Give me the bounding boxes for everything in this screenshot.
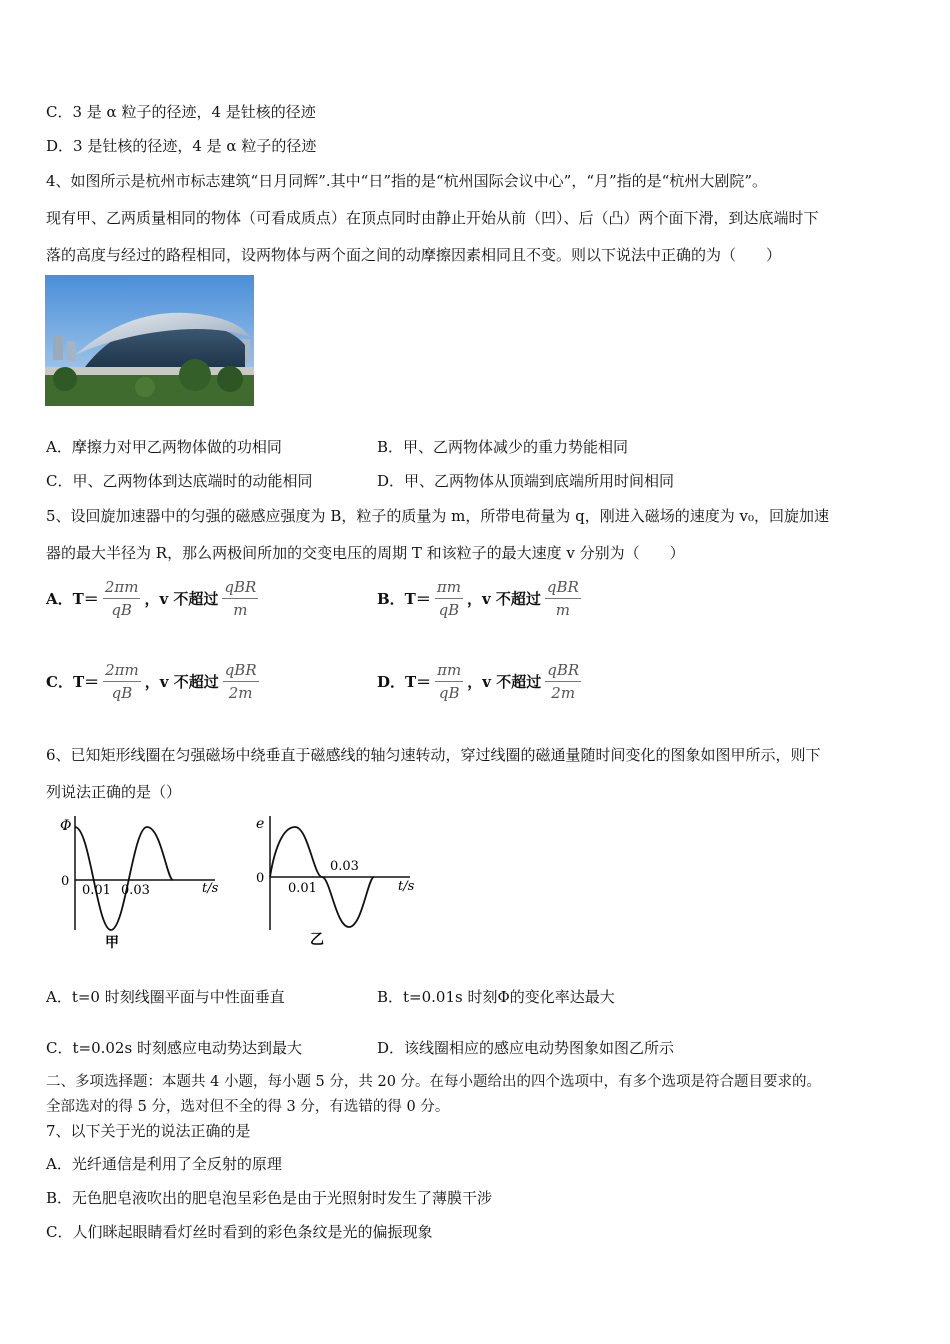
fraction-numerator: qBR [545,578,581,599]
fraction-numerator: πm [435,661,463,682]
q4-option-c: C．甲、乙两物体到达底端时的动能相同 [46,472,313,490]
q3-option-d: D．3 是钍核的径迹，4 是 α 粒子的径迹 [46,137,317,155]
flux-graph-jia [55,812,225,952]
velocity-fraction [223,661,259,702]
section2-heading-line1: 二、多项选择题：本题共 4 小题，每小题 5 分，共 20 分。在每小题给出的四个选项中，有多个选项是符合题目要求的。 [46,1074,822,1090]
q5-option-b [377,578,585,619]
tick-label-0-03: 0.03 [330,859,359,874]
origin-label: 0 [61,874,70,889]
fraction-denominator: qB [111,601,132,619]
fraction-denominator: qB [111,684,133,702]
fraction-denominator: 2m [228,684,253,702]
section2-heading-line2: 全部选对的得 5 分，选对但不全的得 3 分，有选错的得 0 分。 [46,1099,450,1115]
period-fraction [103,578,141,619]
q7-option-c: C．人们眯起眼睛看灯丝时看到的彩色条纹是光的偏振现象 [46,1223,433,1241]
q4-option-b: B．甲、乙两物体减少的重力势能相同 [377,438,629,456]
fraction-denominator: m [233,601,248,619]
fraction-numerator: qBR [545,661,581,682]
q5-option-c [46,661,263,702]
fraction-numerator: 2πm [103,661,141,682]
velocity-fraction [545,661,581,702]
q5-option-b-label: B．T＝ [377,590,431,608]
q5-option-a-label: A．T＝ [46,590,99,608]
period-fraction [435,661,463,702]
q6-option-b: B．t=0.01s 时刻Φ的变化率达最大 [377,988,615,1006]
fraction-denominator: 2m [551,684,576,702]
tick-label-0-01: 0.01 [288,881,317,896]
q5-option-b-mid: ，v 不超过 [466,590,541,608]
flux-curve [75,827,173,930]
q7-stem: 7、以下关于光的说法正确的是 [46,1122,251,1140]
q7-option-a: A．光纤通信是利用了全反射的原理 [46,1155,282,1173]
q4-option-a: A．摩擦力对甲乙两物体做的功相同 [46,438,282,456]
x-axis-label: t/s [202,881,219,896]
x-axis-label: t/s [398,879,415,894]
fraction-denominator: qB [438,601,460,619]
period-fraction [103,661,141,702]
fraction-numerator: qBR [222,578,258,599]
q4-building-photo [45,275,254,406]
q5-option-a [46,578,262,619]
graph-caption: 甲 [105,935,119,951]
velocity-fraction [545,578,581,619]
q5-option-a-mid: ，v 不超过 [144,590,219,608]
q5-option-d [377,661,585,702]
q5-option-c-label: C．T＝ [46,673,100,691]
velocity-fraction [222,578,258,619]
stadium-photo-illustration [45,275,254,406]
q6-option-a: A．t=0 时刻线圈平面与中性面垂直 [46,988,285,1006]
fraction-denominator: qB [438,684,460,702]
q4-stem-line1: 4、如图所示是杭州市标志建筑“日月同辉”.其中“日”指的是“杭州国际会议中心”，“月”指的是“杭州大剧院”。 [46,172,768,190]
fraction-numerator: πm [435,578,463,599]
fraction-denominator: m [555,601,570,619]
q4-stem-line2: 现有甲、乙两质量相同的物体（可看成质点）在顶点同时由静止开始从前（凹）、后（凸）两个面下滑，到达底端时下 [46,209,819,227]
emf-graph-yi [250,812,425,952]
y-axis-label: e [256,816,265,832]
fraction-numerator: qBR [223,661,259,682]
tick-label-0-03: 0.03 [121,883,150,898]
tick-label-0-01: 0.01 [82,883,111,898]
graph-caption: 乙 [310,932,324,948]
q5-stem-line2: 器的最大半径为 R，那么两极间所加的交变电压的周期 T 和该粒子的最大速度 v 分别为（ ） [46,544,685,562]
period-fraction [435,578,463,619]
q6-option-c: C．t=0.02s 时刻感应电动势达到最大 [46,1039,302,1057]
q5-option-c-mid: ，v 不超过 [144,673,219,691]
q4-option-d: D．甲、乙两物体从顶端到底端所用时间相同 [377,472,675,490]
q5-stem-line1: 5、设回旋加速器中的匀强的磁感应强度为 B，粒子的质量为 m，所带电荷量为 q，刚进入磁场的速度为 v₀，回旋加速 [46,507,829,525]
q6-stem-line2: 列说法正确的是（） [46,783,182,801]
q5-option-d-mid: ，v 不超过 [467,673,542,691]
q5-option-d-label: D．T＝ [377,673,432,691]
fraction-numerator: 2πm [103,578,141,599]
q7-option-b: B．无色肥皂液吹出的肥皂泡呈彩色是由于光照射时发生了薄膜干涉 [46,1189,493,1207]
q6-stem-line1: 6、已知矩形线圈在匀强磁场中绕垂直于磁感线的轴匀速转动，穿过线圈的磁通量随时间变化的图象如图甲所示，则下 [46,746,821,764]
q3-option-c: C．3 是 α 粒子的径迹，4 是钍核的径迹 [46,103,316,121]
q4-stem-line3: 落的高度与经过的路程相同，设两物体与两个面之间的动摩擦因素相同且不变。则以下说法中正确的为（ ） [46,246,782,264]
q6-option-d: D．该线圈相应的感应电动势图象如图乙所示 [377,1039,675,1057]
y-axis-label: Φ [60,818,72,834]
origin-label: 0 [256,871,265,886]
